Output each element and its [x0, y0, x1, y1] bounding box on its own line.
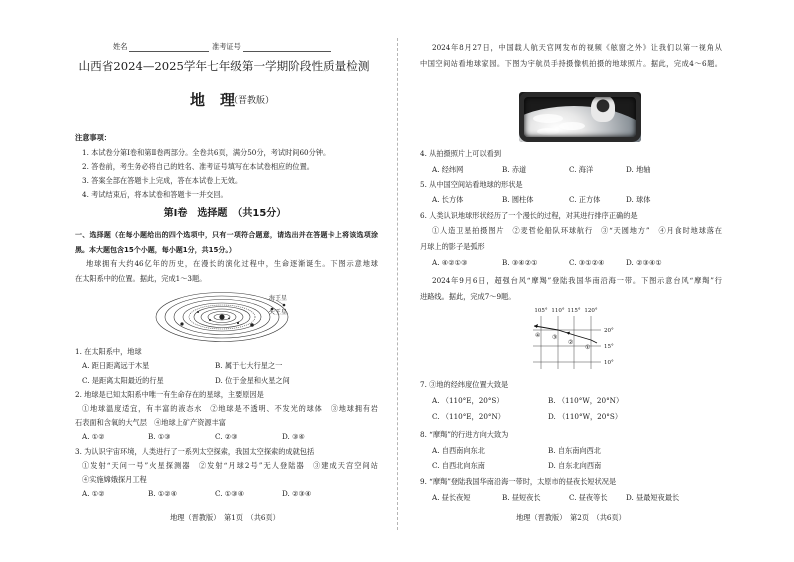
q3-stem: 3. 为认识宇宙环境，人类进行了一系列太空探索，我国太空探索的成就包括 — [75, 447, 315, 456]
q3-option-a: A. ①② — [82, 489, 105, 498]
q7-stem: 7. ③地的经纬度位置大致是 — [420, 380, 509, 389]
passage-line: 在太阳系中的位置。据此，完成1～3题。 — [75, 274, 207, 283]
window-frame — [519, 92, 641, 142]
passage-line: 中国空间站看地球家园。下图为宇航员手持摄像机拍摄的地球照片。据此，完成4～6题。 — [420, 59, 722, 68]
track-marker: ④ — [535, 332, 541, 339]
q7-option-b: B. （110°W，20°N） — [548, 396, 624, 405]
q3-option-d: D. ②③④ — [282, 489, 312, 498]
q1-option-a: A. 距日距离远于木星 — [82, 361, 150, 370]
q6-stem: 6. 人类认识地球形状经历了一个漫长的过程，对其进行排序正确的是 — [420, 211, 638, 220]
planet — [180, 322, 183, 325]
q9-stem: 9. “摩羯”登陆我国华南沿海一带时，太原市的昼夜长短状况是 — [420, 477, 617, 486]
sun — [219, 314, 224, 319]
edition-label: （晋教版） — [229, 96, 275, 106]
q2-option-b: B. ①③ — [148, 432, 171, 441]
longitude-label: 115° — [567, 308, 581, 314]
q1-option-d: D. 位于金星和火星之间 — [215, 376, 290, 385]
q2-option-a: A. ①② — [82, 432, 105, 441]
passage-line: 地球拥有大约46亿年的历史，在漫长的演化过程中，生命逐渐诞生。下图示意地球 — [86, 259, 378, 268]
notes-item: 1. 本试卷分第Ⅰ卷和第Ⅱ卷两部分。全卷共6页，满分50分，考试时间60分钟。 — [82, 148, 331, 157]
q4-stem: 4. 从拍摄照片上可以看到 — [420, 149, 502, 158]
q1-stem: 1. 在太阳系中，地球 — [75, 347, 142, 356]
uranus-label: 天王星 — [269, 309, 288, 316]
longitude-label: 120° — [584, 308, 598, 314]
solar-system-diagram — [150, 289, 300, 344]
track-marker: ② — [568, 339, 574, 346]
exam-id-blank — [243, 51, 331, 52]
q7-option-c: C. （110°E，20°N） — [432, 412, 505, 421]
track-arrow — [566, 332, 570, 335]
planet — [209, 319, 211, 321]
q2-option-d: D. ③④ — [282, 432, 305, 441]
q2-option-c: C. ②③ — [215, 432, 238, 441]
notes-item: 4. 考试结束后，将本试卷和答题卡一并交回。 — [82, 190, 228, 199]
q4-option-c: C. 海洋 — [569, 165, 594, 174]
planet — [250, 323, 254, 327]
track-marker: ① — [585, 344, 591, 351]
q2-line: 石表面和含氧的大气层 ④地球上矿产资源丰富 — [75, 418, 226, 427]
notes-item: 2. 答卷前，考生务必将自己的姓名、准考证号填写在本试卷相应的位置。 — [82, 162, 314, 171]
earth-photo — [519, 92, 641, 142]
latitude-label: 10° — [604, 360, 614, 366]
latitude-label: 20° — [604, 328, 614, 334]
track-arrow — [534, 324, 538, 328]
q4-option-a: A. 经纬网 — [432, 165, 464, 174]
name-label: 姓名 — [113, 42, 128, 51]
q3-line: ④实施嫦娥探月工程 — [82, 475, 147, 484]
q2-line: ①地球温度适宜，有丰富的液态水 ②地球是不透明、不发光的球体 ③地球拥有岩 — [82, 404, 378, 413]
q8-option-c: C. 自西北向东南 — [432, 461, 485, 470]
q5-option-d: D. 球体 — [626, 195, 651, 204]
exam-id-label: 准考证号 — [212, 42, 241, 51]
instruction-line: 黑。本大题包含15个小题，每小题1分，共15分。） — [75, 246, 236, 254]
section-title: 第Ⅰ卷 选择题 （共15分） — [163, 208, 287, 219]
q7-option-d: D. （110°W，20°S） — [548, 412, 623, 421]
typhoon-track-map — [525, 303, 625, 373]
q6-option-c: C. ③①②④ — [569, 258, 605, 267]
name-blank — [129, 51, 209, 52]
q6-option-b: B. ③④②① — [502, 258, 538, 267]
q9-option-a: A. 昼长夜短 — [432, 493, 471, 502]
subject-title: 地 理 — [190, 91, 236, 109]
longitude-label: 110° — [551, 308, 565, 314]
q5-option-b: B. 圆柱体 — [502, 195, 534, 204]
planet — [228, 318, 230, 320]
q9-option-c: C. 昼夜等长 — [569, 493, 608, 502]
q2-stem: 2. 地球是已知太阳系中唯一有生命存在的星球，主要原因是 — [75, 390, 264, 399]
q3-line: ①发射“天问一号”火星探测器 ②发射“月球2号”无人登陆器 ③建成天宫空间站 — [82, 461, 378, 470]
instruction-line: 一、选择题（在每小题给出的四个选项中，只有一项符合题意，请选出并在答题卡上将该选项涂 — [75, 231, 378, 239]
q8-stem: 8. “摩羯”的行进方向大致为 — [420, 430, 509, 439]
planet — [197, 311, 199, 313]
q8-option-a: A. 自西南向东北 — [432, 446, 485, 455]
page-footer: 地理（晋教版） 第1页 （共6页） — [170, 513, 280, 522]
q5-stem: 5. 从中国空间站看地球的形状是 — [420, 180, 523, 189]
q6-option-d: D. ②③④① — [626, 258, 662, 267]
typhoon-track — [534, 326, 597, 343]
q1-option-b: B. 属于七大行星之一 — [215, 361, 283, 370]
q4-option-d: D. 地轴 — [626, 165, 651, 174]
q3-option-b: B. ①②④ — [148, 489, 178, 498]
q6-line: ①人造卫星拍摄图片 ②麦哲伦船队环球航行 ③“天圆地方” ④月食时地球落在 — [432, 226, 722, 235]
exam-title: 山西省2024—2025学年七年级第一学期阶段性质量检测 — [78, 59, 370, 73]
q5-option-c: C. 正方体 — [569, 195, 601, 204]
latitude-label: 15° — [604, 344, 614, 350]
right-page — [397, 0, 794, 562]
notes-heading: 注意事项： — [75, 133, 111, 142]
q6-option-a: A. ④②①③ — [432, 258, 468, 267]
q3-option-c: C. ①③④ — [215, 489, 245, 498]
q5-option-a: A. 长方体 — [432, 195, 464, 204]
longitude-label: 105° — [534, 308, 548, 314]
track-marker: ③ — [552, 334, 558, 341]
q6-line: 月球上的影子是弧形 — [420, 242, 485, 251]
passage-line: 2024年9月6日，超强台风“摩羯”登陆我国华南沿海一带。下图示意台风“摩羯”行 — [432, 276, 722, 285]
q9-option-b: B. 昼短夜长 — [502, 493, 541, 502]
page-footer: 地理（晋教版） 第2页 （共6页） — [516, 513, 626, 522]
passage-line: 2024年8月27日，中国载人航天官网发布的视频《舷窗之外》让我们以第一视角从 — [432, 43, 722, 52]
planet — [237, 322, 239, 324]
q7-option-a: A. （110°E，20°S） — [432, 396, 504, 405]
notes-item: 3. 答案全部在答题卡上完成，答在本试卷上无效。 — [82, 176, 243, 185]
q9-option-d: D. 昼最短夜最长 — [626, 493, 680, 502]
q1-option-c: C. 是距离太阳最近的行星 — [82, 376, 164, 385]
q4-option-b: B. 赤道 — [502, 165, 527, 174]
q8-option-b: B. 自东南向西北 — [548, 446, 601, 455]
passage-line: 进路线。据此，完成7～9题。 — [420, 292, 516, 301]
q8-option-d: D. 自东北向西南 — [548, 461, 602, 470]
neptune-label: 海王星 — [269, 295, 288, 302]
